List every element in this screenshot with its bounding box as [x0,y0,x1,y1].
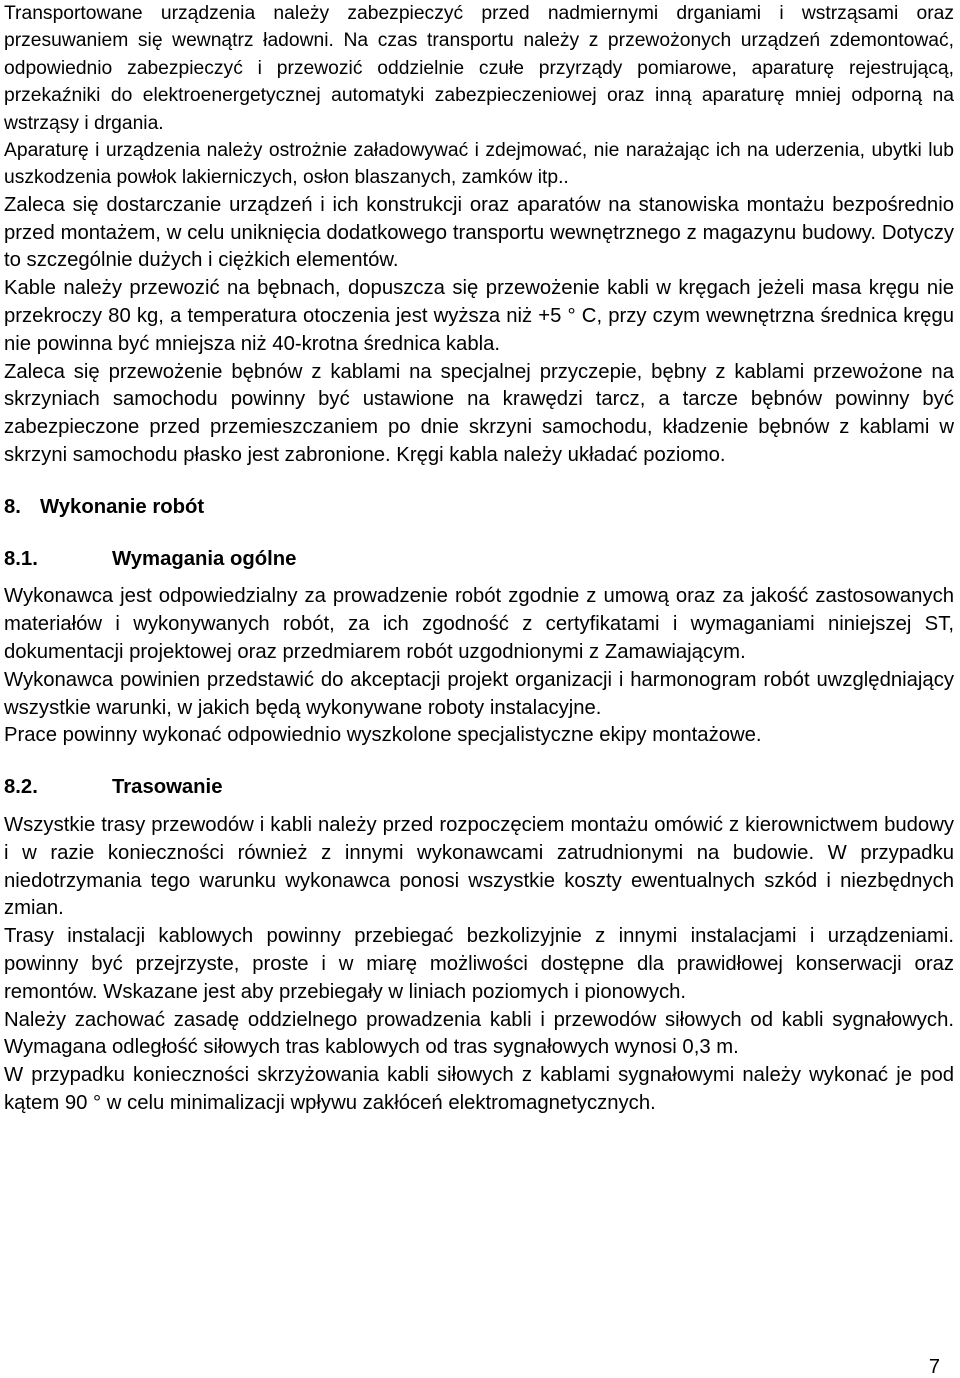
document-page [4,0,954,1118]
paragraph-contractor-responsibility: Wykonawca jest odpowiedzialny za prowadzenie robót zgodnie z umową oraz za jakość zastosowanych materiałów i wykonywanych robót, za ich zgodność z certyfikatami i wymaganiami niniejszej ST, dokumentacji projektowej oraz przedmiarem robót uzgodnionymi z Zamawiającym. [4,585,954,663]
section-number: 8.1. [4,547,38,570]
paragraph-qualified-crews: Prace powinny wykonać odpowiednio wyszkolone specjalistyczne ekipy montażowe. [4,724,762,747]
paragraph-cable-transport: Kable należy przewozić na bębnach, dopuszcza się przewożenie kabli w kręgach jeżeli masa kręgu nie przekroczy 80 kg, a temperatura otoczenia jest wyższa niż +5 ° C, przy czym wewnętrzna średnica kręgu nie powinna być mniejsza niż 40-krotna średnica kabla. [4,277,954,355]
section-heading-8-2 [4,774,954,802]
paragraph-loading-care: Aparaturę i urządzenia należy ostrożnie załadowywać i zdejmować, nie narażając ich na uderzenia, ubytki lub uszkodzenia powłok lakierniczych, osłon blaszanych, zamków itp.. [4,140,954,189]
paragraph-route-agreement: Wszystkie trasy przewodów i kabli należy przed rozpoczęciem montażu omówić z kierownictwem budowy i w razie konieczności również z innymi wykonawcami zatrudnionymi na budowie. W przypadku niedotrzymania tego warunku wykonawca ponosi wszystkie koszty ewentualnych szkód i niezbędnych zmian. [4,813,954,920]
paragraph-drum-transport: Zaleca się przewożenie bębnów z kablami na specjalnej przyczepie, bębny z kablami przewożone na skrzyniach samochodu powinny być ustawione na krawędzi tarcz, a tarcze bębnów powinny być zabezpieczone przed przemieszczaniem po dnie skrzyni samochodu, kładzenie bębnów z kablami w skrzyni samochodu płasko jest zabronione. Kręgi kabla należy układać poziomo. [4,360,954,467]
paragraph-crossing-angle: W przypadku konieczności skrzyżowania kabli siłowych z kablami sygnałowymi należy wykonać je pod kątem 90 ° w celu minimalizacji wpływu zakłóceń elektromagnetycznych. [4,1064,954,1114]
paragraph-separate-routing: Należy zachować zasadę oddzielnego prowadzenia kabli i przewodów siłowych od kabli sygnałowych. Wymagana odległość siłowych tras kablowych od tras sygnałowych wynosi 0,3 m. [4,1008,954,1059]
section-heading-8 [4,494,954,522]
section-number: 8.2. [4,776,38,799]
section-heading-8-1 [4,546,954,574]
section-title: Wykonanie robót [40,495,205,518]
section-number: 8. [4,495,21,518]
paragraph-delivery-recommendation: Zaleca się dostarczanie urządzeń i ich konstrukcji oraz aparatów na stanowiska montażu bezpośrednio przed montażem, w celu uniknięcia dodatkowego transportu wewnętrznego z magazynu budowy. Dotyczy to szczególnie dużych i ciężkich elementów. [4,193,954,272]
section-title: Trasowanie [112,776,223,799]
paragraph-organization-project: Wykonawca powinien przedstawić do akceptacji projekt organizacji i harmonogram robót uwzględniający wszystkie warunki, w jakich będą wykonywane roboty instalacyjne. [4,668,954,719]
page-number: 7 [928,1356,940,1378]
paragraph-route-collision-free: Trasy instalacji kablowych powinny przebiegać bezkolizyjnie z innymi instalacjami i urządzeniami. powinny być przejrzyste, proste i w miarę możliwości dostępne dla prawidłowej konserwacji oraz remontów. Wskazane jest aby przebiegały w liniach poziomych i pionowych. [4,925,954,1003]
paragraph-transport-protection: Transportowane urządzenia należy zabezpieczyć przed nadmiernymi drganiami i wstrząsami oraz przesuwaniem się wewnątrz ładowni. Na czas transportu należy z przewożonych urządzeń zdemontować, odpowiednio zabezpieczyć i przewozić oddzielnie czułe przyrządy pomiarowe, aparaturę rejestrującą, przekaźniki do elektroenergetycznej automatyki zabezpieczeniowej oraz inną aparaturę mniej odporną na wstrząsy i drgania. [4,3,954,134]
section-title: Wymagania ogólne [112,547,297,570]
